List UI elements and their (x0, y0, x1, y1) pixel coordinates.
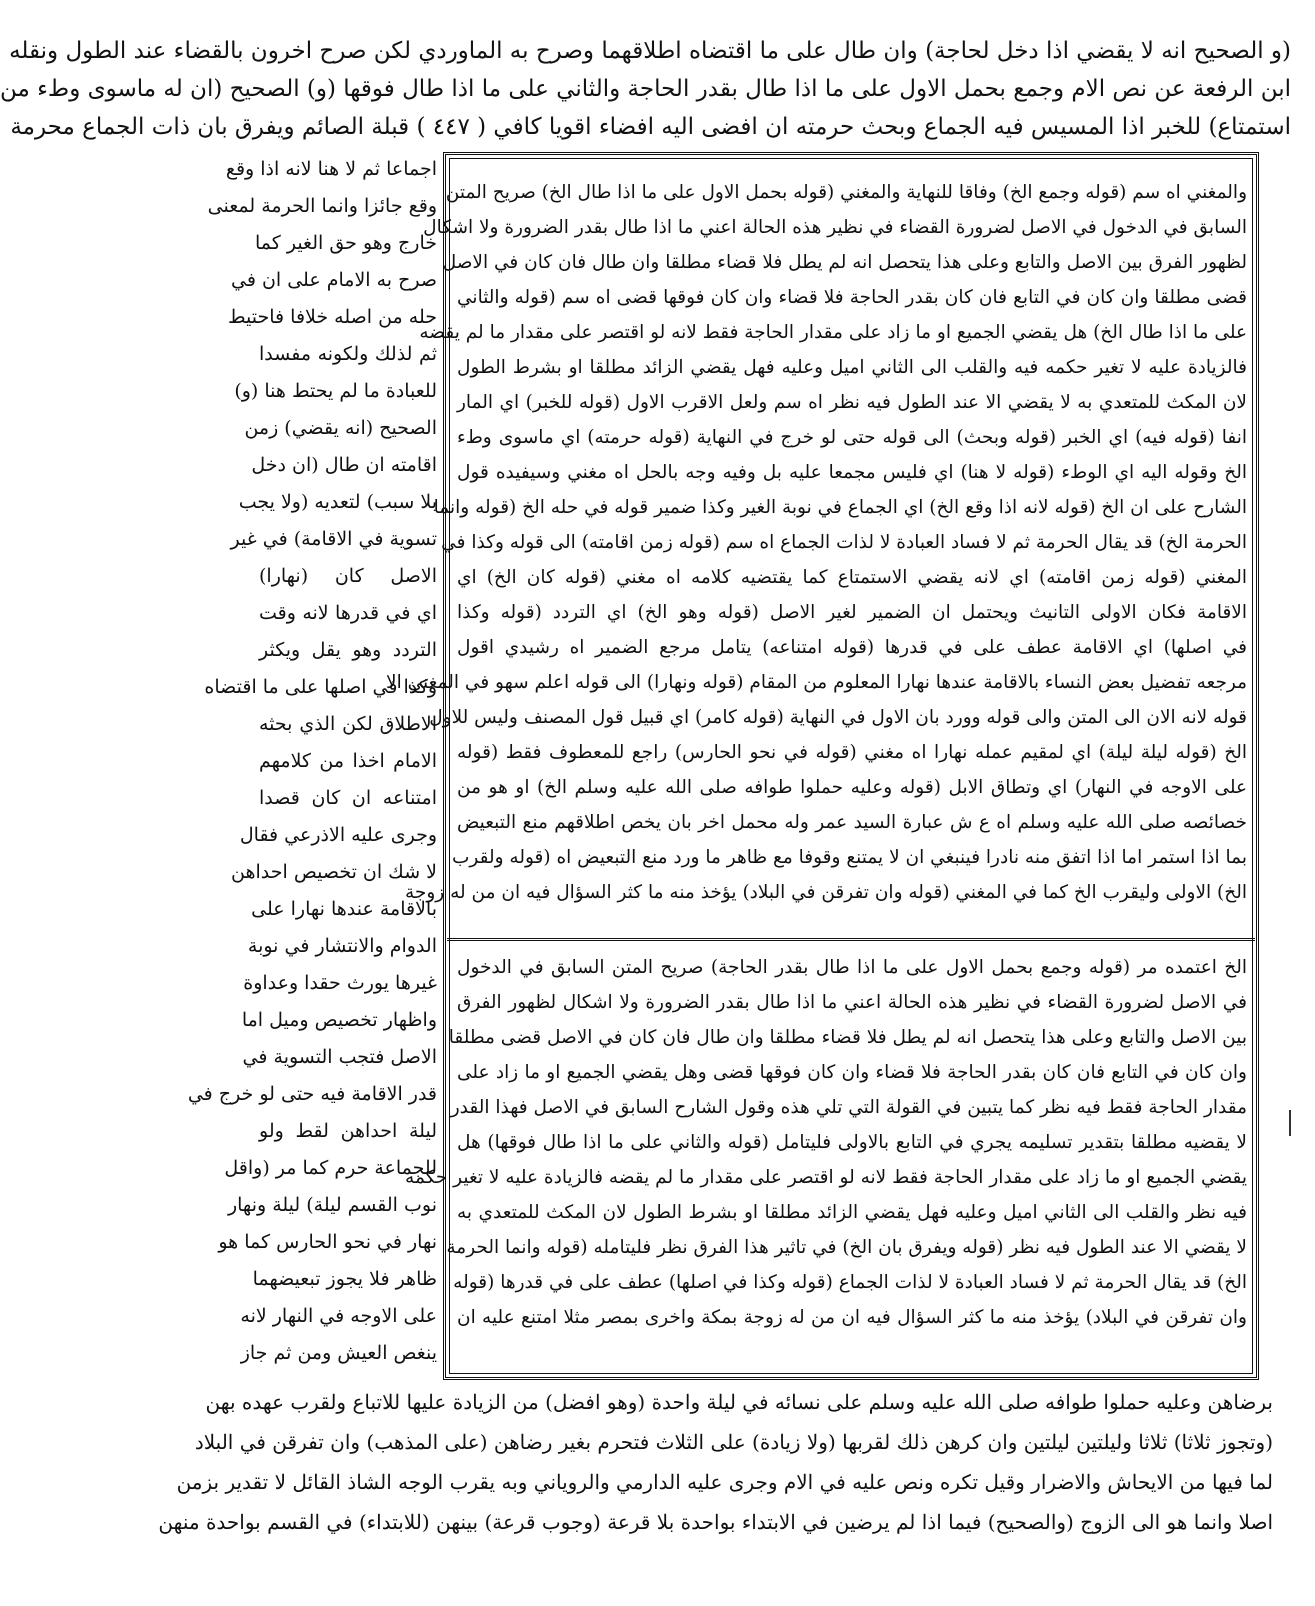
text-line: لما فيها من الايحاش والاضرار وقيل تكره ونص عليه في الام وجرى عليه الدارمي والروياني وبه يقرب الوجه الشاذ القائل لا تقدير بزمن (176, 1470, 1273, 1494)
text-line: الخ (قوله ليلة ليلة) اي لمقيم عمله نهارا اه مغني (قوله في نحو الحارس) راجع للمعطوف فقط (قوله (457, 742, 1247, 763)
text-line: على الاوجه في النهار لانه (240, 1305, 437, 1327)
text-line: بين الاصل والتابع وعلى هذا يتحصل انه لم يطل فلا قضاء مطلقا وان طال فان كان في الاصل قضى مطلقا (448, 1027, 1247, 1048)
text-line: خصائصه صلى الله عليه وسلم اه ع ش عبارة السيد عمر وله محمل اخر بان يخص اطلاقهم منع التبعيض (457, 812, 1247, 833)
text-line: صرح به الامام على ان في (230, 269, 437, 291)
text-line: ثم لذلك ولكونه مفسدا (259, 343, 437, 365)
text-line: استمتاع) للخبر اذا المسيس فيه الجماع وبحث حرمته ان افضى اليه افضاء اقويا كافي ( ٤٤٧ ) قبلة الصائم ويفرق بان ذات الجماع محرمة (10, 114, 1291, 140)
text-line: وقع جائزا وانما الحرمة لمعنى (207, 195, 437, 217)
text-line: يقضي الجميع او ما زاد على مقدار الحاجة فقط لانه لو اقتصر على مقدار ما لم يقضه فالزيادة عليه لا تغير حكمه (405, 1167, 1247, 1188)
commentary-lower-block (386, 152, 1259, 1380)
text-line: برضاهن وعليه حملوا طوافه صلى الله عليه وسلم على نسائه في ليلة واحدة (وهو افضل) من الزيادة عليها للاتباع ولقرب عهده بهن (205, 1390, 1273, 1414)
text-line: للعبادة ما لم يحتط هنا (و) (234, 380, 437, 402)
text-line: في اصلها) اي الاقامة عطف على في قدرها (قوله امتناعه) يتامل مرجع الضمير اه رشيدي اقول (457, 637, 1247, 658)
text-line: الامام اخذا من كلامهم (259, 750, 437, 772)
text-line: نوب القسم ليلة) ليلة ونهار (227, 1194, 437, 1216)
text-line: قدر الاقامة فيه حتى لو خرج في (187, 1083, 437, 1105)
text-line: ليلة احداهن لقط ولو (259, 1120, 437, 1142)
text-line: بما اذا استمر اما اذا اتفق منه نادرا فينبغي ان لا يمتنع وقوفا مع ظاهر ما ورد منع التبعيض اه (قوله ولقرب (451, 847, 1247, 868)
text-line: بالاقامة عندها نهارا على (251, 898, 437, 920)
text-line: الاصل كان (نهارا) (259, 565, 437, 587)
text-line: مقدار الحاجة فقط فيه نظر كما يتبين في القولة التي تلي هذه وقول الشارح السابق في الاصل فهذا القدر (450, 1097, 1247, 1118)
text-line: وان تفرقن في البلاد) يؤخذ منه ما كثر السؤال فيه ان من له زوجة بمكة واخرى بمصر مثلا امتنع عليه ان (457, 1307, 1247, 1328)
text-line: ابن الرفعة عن نص الام وجمع بحمل الاول على ما اذا طال بقدر الحاجة والثاني على ما اذا طال فوقها (و) الصحيح (ان له ماسوى وطء من (0, 76, 1291, 102)
text-line: مرجعه تفضيل بعض النساء بالاقامة عندها نهارا المعلوم من المقام (قوله ونهارا) الى قوله اعلم سهو في المغني الا (386, 672, 1247, 693)
text-line: وجرى عليه الاذرعي فقال (239, 824, 437, 846)
text-line: الحرمة الخ) قد يقال الحرمة ثم لا فساد العبادة لا لذات الجماع اه سم (قوله زمن اقامته) الى قوله وكذا في (441, 532, 1247, 553)
text-line: ينغص العيش ومن ثم جاز (240, 1342, 437, 1364)
text-line: لا يقضيه مطلقا بتقدير تسليمه يجري في التابع بالاولى فليتامل (قوله والثاني على ما اذا طال فوقها) هل (457, 1132, 1247, 1153)
text-line: الدوام والانتشار في نوبة (247, 935, 437, 957)
text-line: والمغني اه سم (قوله وجمع الخ) وفاقا للنهاية والمغني (قوله بحمل الاول على ما اذا طال الخ) صريح المتن (445, 182, 1247, 203)
text-line: اقامته ان طال (ان دخل (251, 454, 437, 476)
text-line: المغني (قوله زمن اقامته) اي لانه يقضي الاستمتاع كما يقتضيه كلامه اه مغني (قوله كان الخ) اي (457, 567, 1247, 588)
text-line: (وتجوز ثلاثا) ثلاثا وليلتين ليلتين وان كرهن ذلك لقربها (ولا زيادة) على الثلاث فتحرم بغير رضاهن (على المذهب) وان تفرقن في البلاد (194, 1430, 1273, 1454)
text-line: ظاهر فلا يجوز تبعيضهما (252, 1268, 437, 1290)
text-line: فيه نظر والقلب الى الثاني اميل وعليه فهل يقضي الزائد مطلقا او بشرط الطول لان المكث للمتعدي به (457, 1202, 1247, 1223)
text-line: قضى مطلقا وان كان في التابع فان كان بقدر الحاجة فلا قضاء وان كان فوقها قضى اه سم (قوله والثاني (457, 287, 1247, 308)
text-line: غيرها يورث حقدا وعداوة (243, 972, 437, 994)
text-line: خارج وهو حق الغير كما (254, 232, 437, 254)
text-line: الشارح على ان الخ (قوله لانه اذا وقع الخ) اي الجماع في نوبة الغير وكذا ضمير قوله في حله الخ (قوله وانما (433, 497, 1247, 518)
margin-mark (1289, 1110, 1291, 1136)
text-line: الخ وقوله اليه اي الوطء (قوله لا هنا) اي فليس مجمعا عليه بل وفيه وجه بالحل اه مغني وسيفيده قول (457, 462, 1247, 483)
text-line: امتناعه ان كان قصدا (259, 787, 437, 809)
text-line: لان المكث للمتعدي به لا يقضي الا عند الطول فيه نظر اه سم ولعل الاقرب الاول (قوله للخبر) اي المار (457, 392, 1247, 413)
text-line: فالزيادة عليه لا تغير حكمه فيه والقلب الى الثاني اميل وعليه فهل يقضي الزائد مطلقا او بشرط الطول (457, 357, 1247, 378)
text-line: الخ اعتمده مر (قوله وجمع بحمل الاول على ما اذا طال بقدر الحاجة) صريح المتن السابق في الدخول (457, 957, 1247, 978)
text-line: لا شك ان تخصيص احداهن (231, 861, 437, 883)
text-line: لظهور الفرق بين الاصل والتابع وعلى هذا يتحصل انه لم يطل فلا قضاء مطلقا وان طال فان كان في الاصل (442, 252, 1247, 273)
text-line: الاصل فتجب التسوية في (242, 1046, 437, 1068)
text-line: بلا سبب) لتعديه (ولا يجب (238, 491, 437, 513)
text-line: الاقامة فكان الاولى التانيث ويحتمل ان الضمير لغير الاصل (قوله وهو الخ) اي التردد (قوله وكذا (457, 602, 1247, 623)
text-line: في الاصل لضرورة القضاء في نظير هذه الحالة اعني ما اذا طال بقدر الضرورة ولا اشكال لظهور الفرق (457, 992, 1247, 1013)
text-line: حله من اصله خلافا فاحتيط (228, 306, 437, 328)
text-line: الاطلاق لكن الذي بحثه (259, 713, 437, 735)
text-line: الخ) الاولى وليقرب الخ كما في المغني (قوله وان تفرقن في البلاد) يؤخذ منه ما كثر السؤال فيه ان من له زوجة (404, 882, 1247, 903)
text-line: اصلا وانما هو الى الزوج (والصحيح) فيما اذا لم يرضين في الابتداء بواحدة بلا قرعة (وجوب قرعة) بينهن (للابتداء) في القسم بواحدة منهن (158, 1510, 1273, 1534)
text-line: (و الصحيح انه لا يقضي اذا دخل لحاجة) وان طال على ما اقتضاه اطلاقهما وصرح به الماوردي لكن صرح اخرون بالقضاء عند الطول ونقله (9, 38, 1291, 64)
text-line: لا يقضي الا عند الطول فيه نظر (قوله ويفرق بان الخ) في تاثير هذا الفرق نظر فليتامله (قوله وانما الحرمة (446, 1237, 1247, 1258)
text-line: على الاوجه في النهار) اي وتطاق الابل (قوله وعليه حملوا طوافه صلى الله عليه وسلم الخ) او هو من (457, 777, 1247, 798)
text-line: نهار في نحو الحارس كما هو (218, 1231, 437, 1253)
text-line: للجماعة حرم كما مر (واقل (224, 1157, 437, 1179)
text-line: وان كان في التابع فان كان بقدر الحاجة فلا قضاء وان كان فوقها قضى وهل يقضي الجميع او ما زاد على (457, 1062, 1247, 1083)
text-line: السابق في الدخول في الاصل لضرورة القضاء في نظير هذه الحالة اعني ما اذا طال بقدر الضرورة ولا اشكال (423, 217, 1247, 238)
text-line: تسوية في الاقامة) في غير (230, 528, 437, 550)
text-line: اي في قدرها لانه وقت (259, 602, 437, 624)
text-line: انفا (قوله فيه) اي الخبر (قوله وبحث) الى قوله حتى لو خرج في النهاية (قوله حرمته) اي ماسوى وطء (457, 427, 1247, 448)
text-line: على ما اذا طال الخ) هل يقضي الجميع او ما زاد على مقدار الحاجة فقط لانه لو اقتصر على مقدار ما لم يقضه (419, 322, 1247, 343)
text-line: اجماعا ثم لا هنا لانه اذا وقع (225, 158, 437, 180)
text-line: واظهار تخصيص وميل اما (241, 1009, 437, 1031)
text-line: قوله لانه الان الى المتن والى قوله وورد بان الاول في النهاية (قوله كامر) اي قبيل قول المصنف وليس للاول (429, 707, 1247, 728)
text-line: وكذا في اصلها على ما اقتضاه (204, 676, 437, 698)
text-line: الخ) قد يقال الحرمة ثم لا فساد العبادة لا لذات الجماع (قوله وكذا في اصلها) عطف على في قدرها (قوله (453, 1272, 1247, 1293)
text-line: التردد وهو يقل ويكثر (259, 639, 437, 661)
text-line: الصحيح (انه يقضي) زمن (244, 417, 437, 439)
